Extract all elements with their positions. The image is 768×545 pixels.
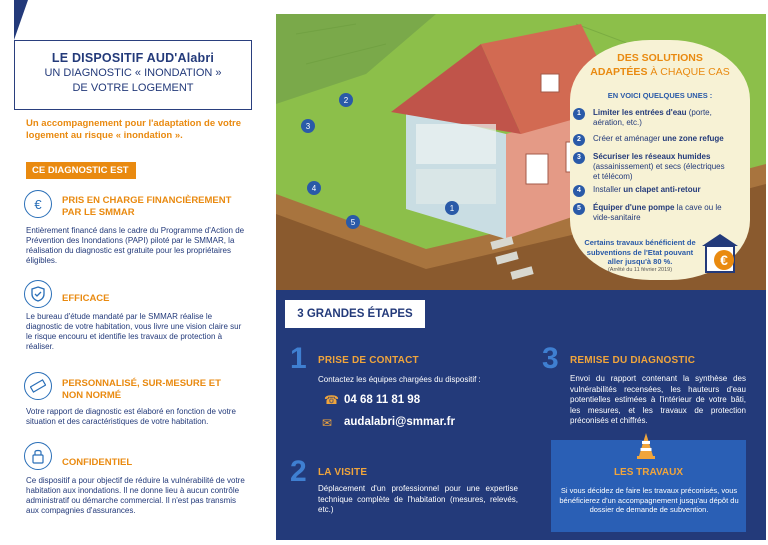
phone-icon: ☎ bbox=[324, 393, 339, 407]
left-panel bbox=[0, 0, 265, 545]
header-title: LE DISPOSITIF AUD'Alabri bbox=[51, 51, 215, 65]
solution-num-2: 2 bbox=[573, 134, 585, 146]
picture-label-5: 5 bbox=[350, 218, 356, 227]
feature-1-text: Entièrement financé dans le cadre du Programme d'Action de Prévention des Inondations (PAPI) piloté par le SMMAR, la réalisation du diagnostic est gratuite pour les propriétaires éligibles. bbox=[26, 226, 245, 265]
solution-2-bold: une zone refuge bbox=[662, 134, 724, 143]
euro-icon: € bbox=[24, 190, 52, 218]
feature-2-text: Le bureau d'étude mandaté par le SMMAR réalise le diagnostic de votre habitation, vous livre une vision claire sur le risque encouru et identifie les travaux de protection à réaliser. bbox=[26, 312, 242, 351]
step-1-number: 1 bbox=[290, 342, 307, 375]
solution-item-3 bbox=[573, 152, 733, 182]
step-3-title: REMISE DU DIAGNOSTIC bbox=[570, 355, 696, 366]
feature-1-title-line2: PAR LE SMMAR bbox=[62, 206, 135, 218]
solutions-subtitle: EN VOICI QUELQUES UNES : bbox=[607, 91, 713, 100]
solution-num-1: 1 bbox=[573, 108, 585, 120]
solution-3-bold: Sécuriser les réseaux humides bbox=[593, 152, 711, 161]
solution-item-2 bbox=[573, 134, 733, 144]
lock-icon bbox=[24, 442, 52, 470]
step-2-text: Déplacement d'un professionnel pour une expertise technique complète de l'habitation (mesures, relevés, etc.) bbox=[318, 484, 518, 514]
intro-text: Un accompagnement pour l'adaptation de votre logement au risque « inondation ». bbox=[26, 118, 241, 141]
header-subtitle-1: UN DIAGNOSTIC « INONDATION » bbox=[44, 67, 222, 79]
header-box bbox=[14, 40, 252, 110]
step-1-title: PRISE DE CONTACT bbox=[318, 355, 419, 366]
step-3-text: Envoi du rapport contenant la synthèse des vulnérabilités recensées, les hauteurs d'eau potentielles estimées à l'intérieur de votre bâti, les mesures, et les travaux de protection préconisés et chiffrés. bbox=[570, 374, 746, 425]
solution-1-text: (porte, aération, etc.) bbox=[593, 108, 712, 127]
solutions-title-rest: À CHAQUE CAS bbox=[647, 66, 730, 78]
step-3-number: 3 bbox=[542, 342, 559, 375]
solutions-title-bold: ADAPTÉES bbox=[590, 66, 648, 78]
works-title: LES TRAVAUX bbox=[613, 467, 684, 478]
house-euro-icon bbox=[700, 232, 740, 274]
svg-text:€: € bbox=[720, 252, 728, 268]
feature-1-title bbox=[62, 195, 252, 218]
solution-3-text: (assainissement) et secs (électriques et télécom) bbox=[593, 162, 725, 181]
solutions-title-2 bbox=[570, 66, 750, 78]
header-subtitle-2: DE VOTRE LOGEMENT bbox=[72, 82, 194, 94]
feature-3-title-line1: PERSONNALISÉ, SUR-MESURE ET bbox=[62, 378, 221, 389]
solution-num-4: 4 bbox=[573, 185, 585, 197]
traffic-cone-icon bbox=[636, 432, 656, 460]
ruler-icon bbox=[24, 372, 52, 400]
picture-label-4: 4 bbox=[311, 184, 317, 193]
shield-icon bbox=[24, 280, 52, 308]
solution-item-5 bbox=[573, 203, 733, 223]
corner-decoration bbox=[14, 0, 28, 40]
feature-2-title: EFFICACE bbox=[62, 293, 110, 304]
solution-item-4 bbox=[573, 185, 733, 195]
solutions-title-1: DES SOLUTIONS bbox=[617, 52, 703, 64]
email-icon: ✉ bbox=[322, 416, 333, 430]
solution-item-1 bbox=[573, 108, 733, 128]
feature-1-title-line1: PRIS EN CHARGE FINANCIÈREMENT bbox=[62, 195, 232, 206]
feature-3-title bbox=[62, 378, 252, 401]
subsidy-note: Certains travaux bénéficient de subventions de l'Etat pouvant aller jusqu'à 80 %. bbox=[584, 238, 696, 266]
feature-4-title: CONFIDENTIEL bbox=[62, 457, 133, 468]
steps-title: 3 GRANDES ÉTAPES bbox=[285, 300, 425, 328]
diagnostic-tag: CE DIAGNOSTIC EST bbox=[26, 162, 136, 179]
feature-3-text: Votre rapport de diagnostic est élaboré en fonction de votre situation et des caractéristiques de votre habitation. bbox=[26, 407, 236, 426]
step-2-title: LA VISITE bbox=[318, 467, 368, 478]
step-2-number: 2 bbox=[290, 455, 307, 488]
solution-4-bold: un clapet anti-retour bbox=[623, 185, 701, 194]
solution-5-bold: Équiper d'une pompe bbox=[593, 203, 675, 212]
feature-4-text: Ce dispositif a pour objectif de réduire la vulnérabilité de votre habitation aux inondations. Il ne donne lieu à aucun contrôle administratif ou démarche commercial. Il n'est pas transmis aux compagnies d'assurances. bbox=[26, 476, 245, 515]
works-text: Si vous décidez de faire les travaux préconisés, vous bénéficierez d'un accompagnement jusqu'au dépôt du dossier de demande de subvention. bbox=[559, 486, 739, 514]
solution-1-bold: Limiter les entrées d'eau bbox=[593, 108, 687, 117]
contact-phone[interactable]: 04 68 11 81 98 bbox=[344, 394, 421, 406]
solution-2-text: Créer et aménager bbox=[593, 134, 663, 143]
subsidy-note-decree: (Arrêté du 11 février 2019) bbox=[607, 267, 673, 273]
feature-3-title-line2: NON NORMÉ bbox=[62, 389, 122, 401]
contact-email[interactable]: audalabri@smmar.fr bbox=[344, 416, 455, 428]
solution-5-text: la cave ou le vide-sanitaire bbox=[593, 203, 722, 222]
solution-4-text: Installer bbox=[593, 185, 624, 194]
picture-label-1: 1 bbox=[449, 204, 455, 213]
picture-label-3: 3 bbox=[305, 122, 311, 131]
solution-num-5: 5 bbox=[573, 203, 585, 215]
picture-label-2: 2 bbox=[343, 96, 349, 105]
step-1-text: Contactez les équipes chargées du dispositif : bbox=[318, 375, 481, 384]
solution-num-3: 3 bbox=[573, 152, 585, 164]
